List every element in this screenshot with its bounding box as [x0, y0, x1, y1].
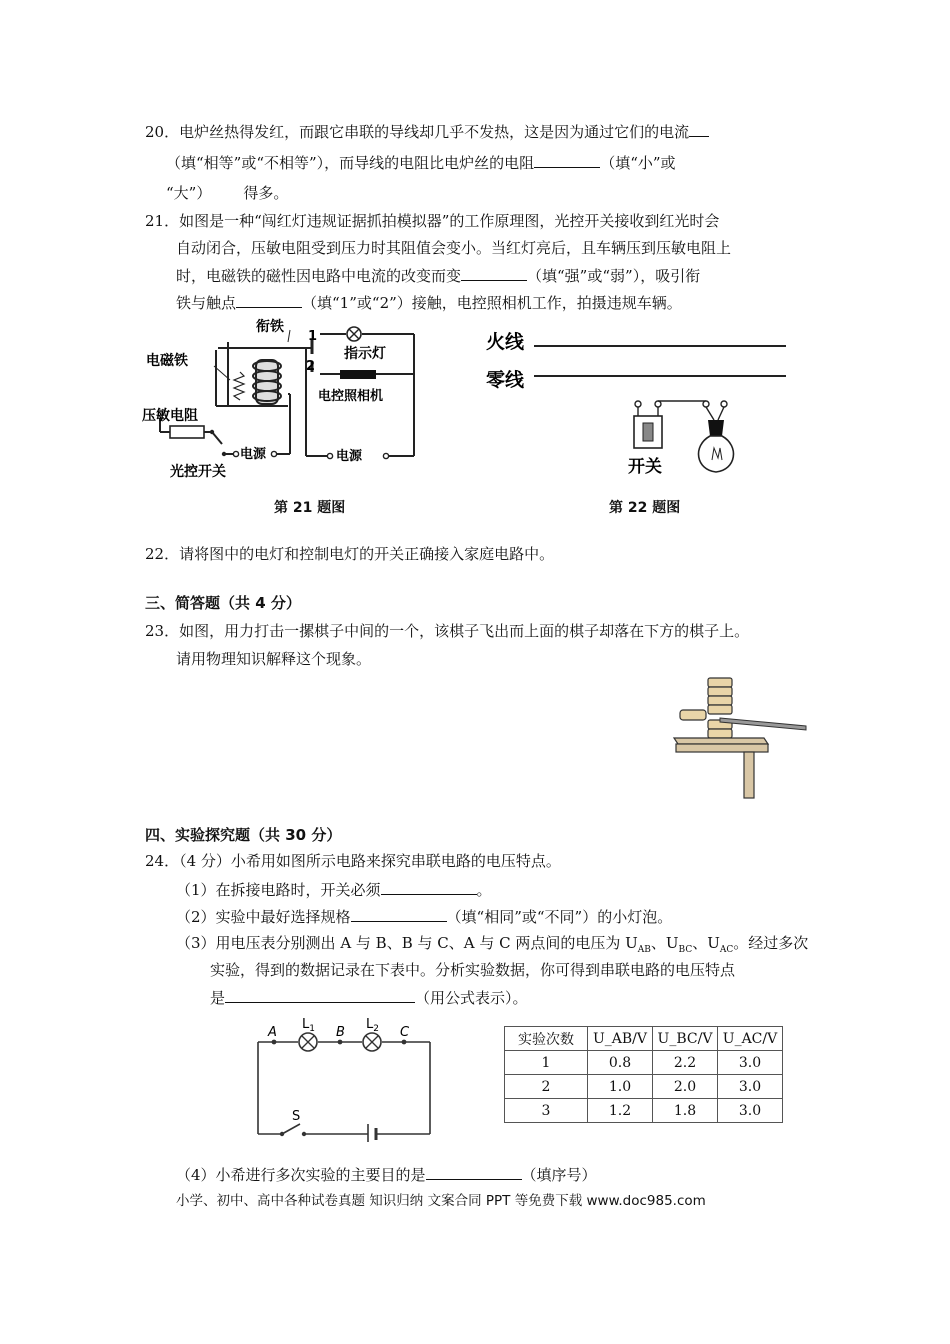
table-cell: 0.8 — [588, 1051, 653, 1075]
table-cell: 2 — [505, 1075, 588, 1099]
table-header-cell: U_BC/V — [653, 1027, 718, 1051]
q24-part3-line2: 实验，得到的数据记录在下表中。分析实验数据，你可得到串联电路的电压特点 — [210, 961, 736, 979]
label-l1: $L_1$ — [302, 1017, 315, 1034]
q23-line2: 请用物理知识解释这个现象。 — [176, 650, 372, 668]
figure-22-caption: 第 22 题图 — [609, 500, 681, 516]
label-power-1: 电源 — [240, 447, 267, 462]
q23-line1: 23．如图，用力打击一摞棋子中间的一个，该棋子飞出而上面的棋子却落在下方的棋子上。 — [145, 622, 750, 640]
table-cell: 3.0 — [718, 1051, 783, 1075]
q24-part4: （4）小希进行多次实验的主要目的是 （填序号） — [176, 1163, 597, 1186]
light-bulb-icon — [699, 401, 734, 472]
label-point-b: B — [336, 1025, 345, 1040]
q24-data-table — [504, 1026, 783, 1123]
table-cell: 1.2 — [588, 1099, 653, 1123]
q20-blank1[interactable] — [689, 120, 709, 137]
lamp-l1-icon — [299, 1033, 317, 1051]
power-terminal-icon — [233, 451, 238, 456]
figure-24-circuit — [250, 1012, 440, 1142]
label-power-2: 电源 — [336, 449, 363, 464]
pressure-resistor-icon — [170, 426, 204, 438]
label-l2: $L_2$ — [366, 1017, 379, 1034]
section3-heading: 三、简答题（共 4 分） — [145, 594, 301, 612]
figure-23-chess-stack — [672, 668, 812, 800]
table-row — [505, 1099, 783, 1123]
table-cell: 3.0 — [718, 1099, 783, 1123]
q24-blank4[interactable] — [426, 1163, 522, 1180]
table-cell: 2.2 — [653, 1051, 718, 1075]
label-contact-1: 1 — [308, 329, 318, 344]
q21-line4: 铁与触点 （填“1”或“2”）接触，电控照相机工作，拍摄违规车辆。 — [176, 291, 682, 314]
q21-line2: 自动闭合，压敏电阻受到压力时其阻值会变小。当红灯亮后，且车辆压到压敏电阻上 — [176, 239, 732, 257]
label-indicator: 指示灯 — [344, 346, 386, 362]
q20-line3: “大”） 得多。 — [166, 184, 289, 202]
table-cell: 2.0 — [653, 1075, 718, 1099]
label-armature: 衔铁 — [256, 319, 284, 335]
table-cell: 3 — [505, 1099, 588, 1123]
q24-part3-line1: （3）用电压表分别测出 A 与 B、B 与 C、A 与 C 两点间的电压为 $U_{AB}$、$U_{BC}$、$U_{AC}$。经过多次 — [176, 934, 809, 955]
label-electromagnet: 电磁铁 — [146, 353, 188, 369]
figure-22-household-circuit — [478, 320, 798, 490]
figure-21-caption: 第 21 题图 — [274, 500, 346, 516]
figure-21-circuit — [140, 314, 440, 484]
label-switch-s: S — [292, 1109, 301, 1124]
table-cell: 3.0 — [718, 1075, 783, 1099]
label-point-c: C — [400, 1025, 410, 1040]
label-live-wire: 火线 — [486, 331, 525, 353]
q21-line1: 21．如图是一种“闯红灯违规证据抓拍模拟器”的工作原理图，光控开关接收到红光时会 — [145, 212, 720, 230]
q20-blank2[interactable] — [534, 151, 600, 168]
q21-blank1[interactable] — [461, 264, 527, 281]
table-row — [505, 1051, 783, 1075]
table-header-cell: U_AB/V — [588, 1027, 653, 1051]
lamp-l2-icon — [363, 1033, 381, 1051]
label-contact-2: 2 — [306, 359, 316, 374]
label-pressure-resistor: 压敏电阻 — [142, 408, 198, 424]
q24-part2: （2）实验中最好选择规格 （填“相同”或“不同”）的小灯泡。 — [176, 905, 672, 928]
q21-line3: 时，电磁铁的磁性因电路中电流的改变而变 （填“强”或“弱”），吸引衔 — [176, 264, 700, 287]
table-row — [505, 1075, 783, 1099]
table-header-row — [505, 1027, 783, 1051]
q24-blank1[interactable] — [381, 878, 477, 895]
q24-part1: （1）在拆接电路时，开关必须 。 — [176, 878, 492, 901]
label-light-switch: 光控开关 — [170, 464, 226, 480]
footer-text: 小学、初中、高中各种试卷真题 知识归纳 文案合同 PPT 等免费下载 www.doc985.com — [176, 1193, 706, 1209]
camera-icon — [340, 370, 376, 379]
label-point-a: A — [268, 1025, 277, 1040]
q24-part3-line3: 是 （用公式表示）。 — [210, 986, 528, 1009]
table-header-cell: U_AC/V — [718, 1027, 783, 1051]
table-cell: 1.8 — [653, 1099, 718, 1123]
label-camera: 电控照相机 — [318, 389, 384, 404]
table-header-cell: 实验次数 — [505, 1027, 588, 1051]
q20-line2: （填“相等”或“不相等”），而导线的电阻比电炉丝的电阻 （填“小”或 — [166, 151, 676, 174]
wall-switch-icon — [634, 401, 662, 448]
label-neutral-wire: 零线 — [486, 369, 525, 391]
q21-blank2[interactable] — [236, 291, 302, 308]
q22-text: 22．请将图中的电灯和控制电灯的开关正确接入家庭电路中。 — [145, 545, 555, 563]
table-cell: 1 — [505, 1051, 588, 1075]
q20-line1: 20．电炉丝热得发红，而跟它串联的导线却几乎不发热，这是因为通过它们的电流 — [145, 120, 709, 143]
label-switch: 开关 — [628, 457, 662, 477]
section4-heading: 四、实验探究题（共 30 分） — [145, 826, 342, 844]
q24-blank2[interactable] — [351, 905, 447, 922]
table-cell: 1.0 — [588, 1075, 653, 1099]
q24-blank3[interactable] — [225, 986, 415, 1003]
q24-intro: 24．（4 分）小希用如图所示电路来探究串联电路的电压特点。 — [145, 852, 561, 870]
